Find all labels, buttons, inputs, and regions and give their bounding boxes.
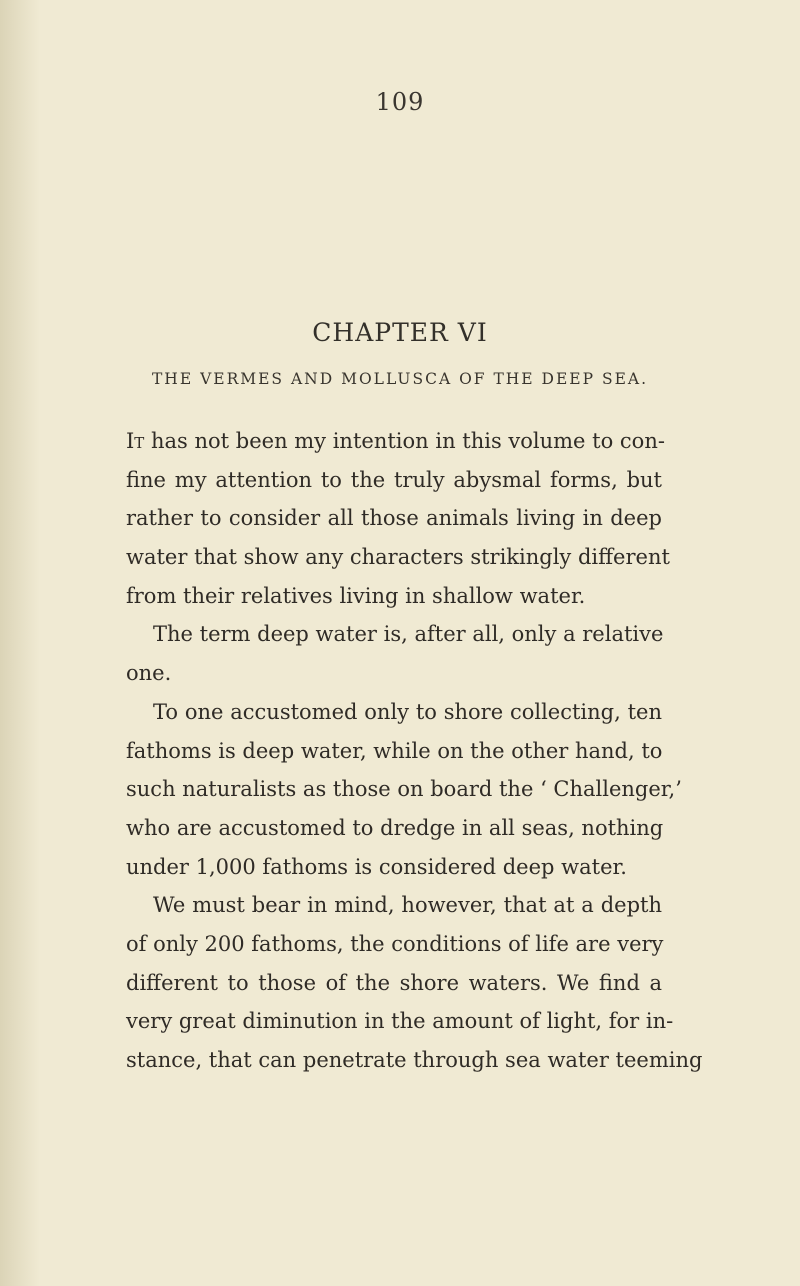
chapter-title: CHAPTER VI xyxy=(312,318,488,347)
text-line: under 1,000 fathoms is considered deep water. xyxy=(126,854,627,879)
text-line: We must bear in mind, however, that at a depth xyxy=(153,893,662,918)
text-line-content: has not been my intention in this volume to con- xyxy=(144,429,665,453)
text-line: fathoms is deep water, while on the other hand, to xyxy=(126,738,663,763)
text-line: stance, that can penetrate through sea water teeming xyxy=(126,1048,703,1072)
chapter-subtitle: THE VERMES AND MOLLUSCA OF THE DEEP SEA. xyxy=(151,370,649,388)
text-line: water that show any characters strikingly different xyxy=(126,545,670,570)
text-line: rather to consider all those animals living in deep xyxy=(126,506,662,531)
drop-word: It xyxy=(126,429,145,453)
text-line xyxy=(126,422,665,461)
text-line: who are accustomed to dredge in all seas, nothing xyxy=(126,815,664,840)
text-line: of only 200 fathoms, the conditions of life are very xyxy=(126,931,664,956)
text-line: very great diminution in the amount of light, for in- xyxy=(126,1009,674,1034)
page-number: 109 xyxy=(375,88,425,116)
text-line: such naturalists as those on board the ‘ Challenger,’ xyxy=(126,777,682,802)
text-line: one. xyxy=(126,661,172,686)
text-line: To one accustomed only to shore collecting, ten xyxy=(153,699,662,724)
text-line: The term deep water is, after all, only a relative xyxy=(153,622,664,647)
text-line: from their relatives living in shallow water. xyxy=(126,583,586,608)
body-text xyxy=(126,422,703,1080)
text-line: fine my attention to the truly abysmal forms, but xyxy=(126,467,662,492)
text-line: different to those of the shore waters. We find a xyxy=(126,970,662,995)
